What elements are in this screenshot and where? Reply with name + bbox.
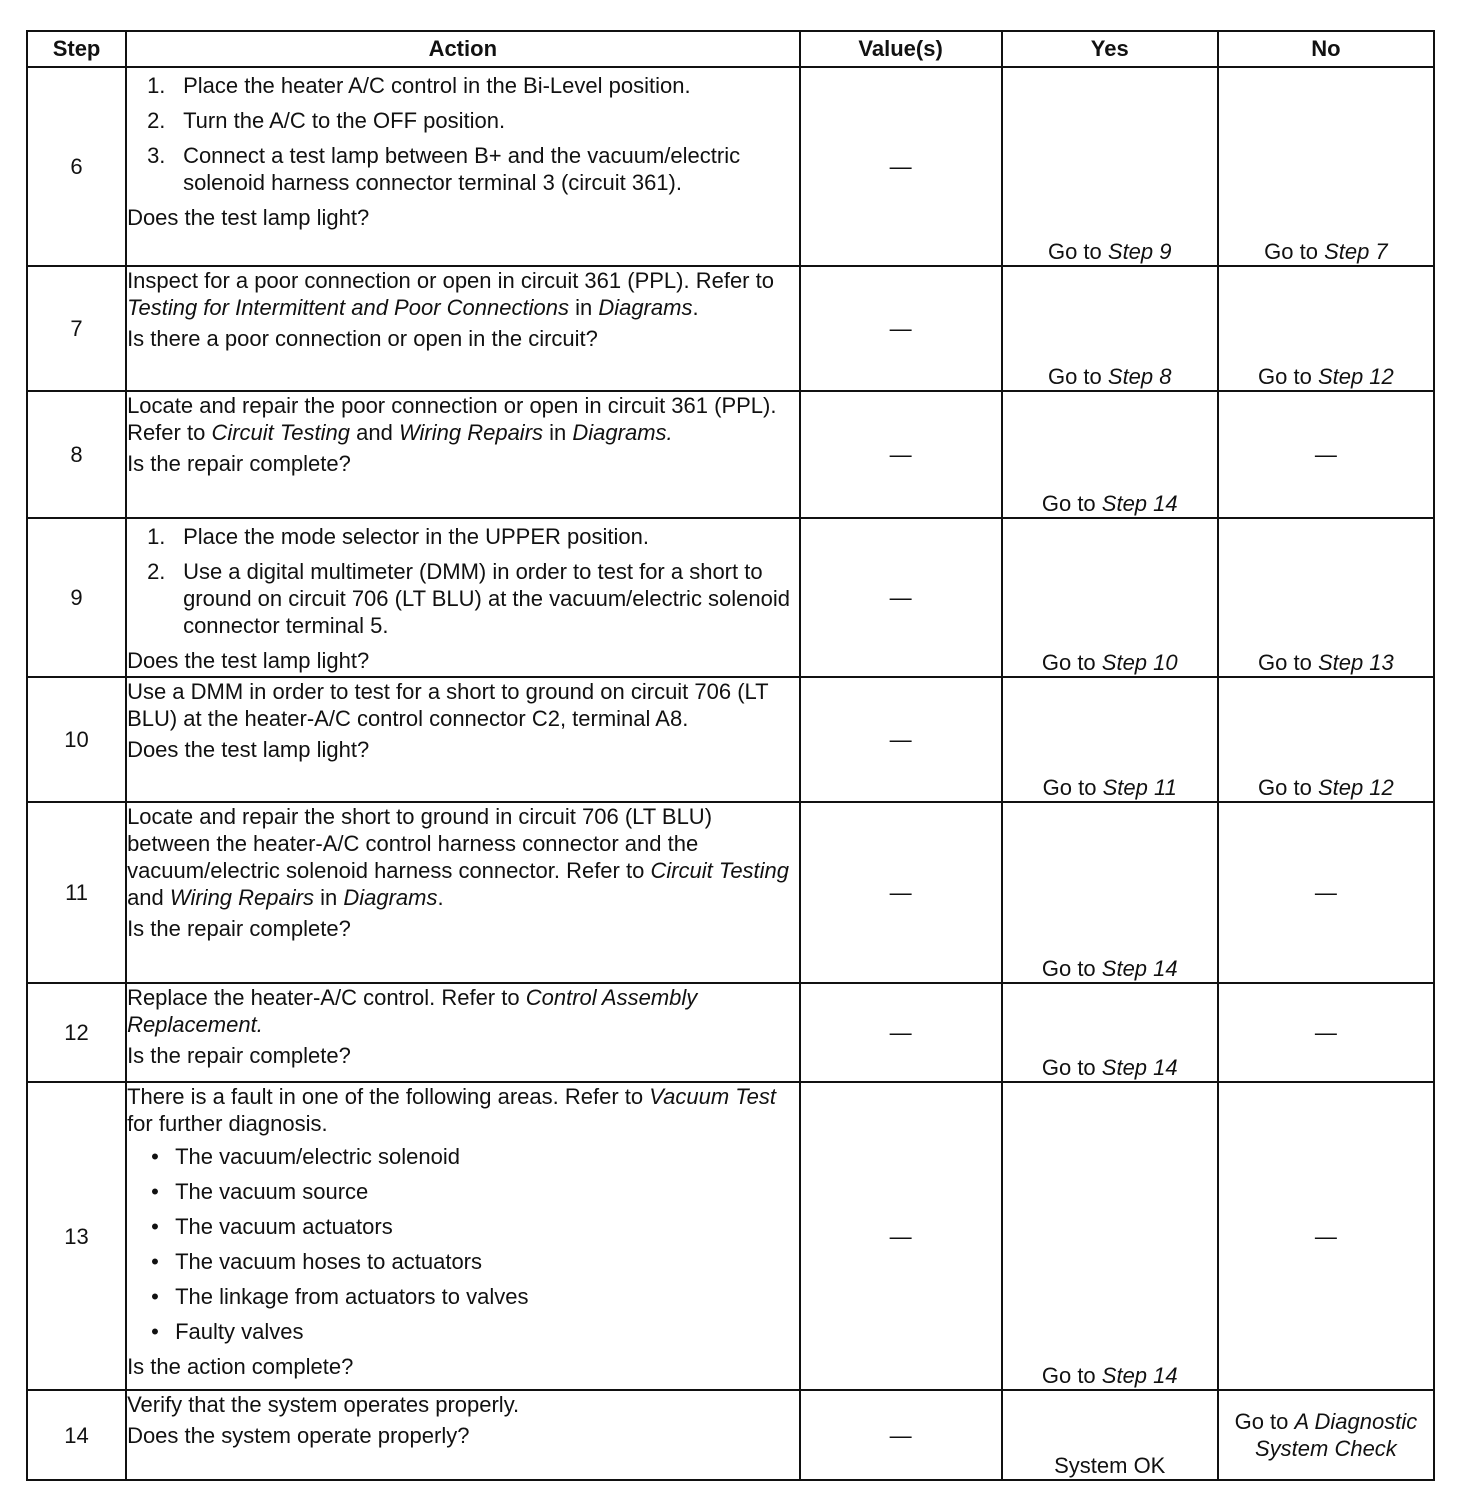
question-text: Is the repair complete? xyxy=(127,451,351,476)
list-item: • The vacuum/electric solenoid xyxy=(127,1143,798,1170)
no-cell: Go to Step 12 xyxy=(1218,266,1434,391)
yes-cell: Go to Step 9 xyxy=(1002,67,1218,266)
action-text: Inspect for a poor connection or open in circuit 361 (PPL). Refer to Testing for Intermittent and Poor Connections in Diagrams. xyxy=(127,268,774,320)
list-item: • The vacuum source xyxy=(127,1178,798,1205)
no-cell: — xyxy=(1218,1082,1434,1390)
action-cell xyxy=(126,983,799,1082)
question-text: Does the test lamp light? xyxy=(127,648,370,673)
no-cell: Go to Step 13 xyxy=(1218,518,1434,677)
table-row xyxy=(27,677,1434,802)
list-item: • Faulty valves xyxy=(127,1318,798,1345)
table-row xyxy=(27,1082,1434,1390)
yes-cell: Go to Step 14 xyxy=(1002,1082,1218,1390)
bullet-list xyxy=(127,1143,798,1345)
action-cell xyxy=(126,677,799,802)
no-cell: — xyxy=(1218,391,1434,518)
numbered-list xyxy=(127,523,798,639)
header-values: Value(s) xyxy=(800,31,1002,67)
step-number: 10 xyxy=(27,677,126,802)
action-text: There is a fault in one of the following areas. Refer to Vacuum Test for further diagnosis. xyxy=(127,1084,777,1136)
list-item: • The vacuum hoses to actuators xyxy=(127,1248,798,1275)
action-cell xyxy=(126,1082,799,1390)
action-text: Verify that the system operates properly. xyxy=(127,1392,520,1417)
yes-cell: Go to Step 10 xyxy=(1002,518,1218,677)
action-cell xyxy=(126,518,799,677)
header-action: Action xyxy=(126,31,799,67)
action-text: Locate and repair the short to ground in circuit 706 (LT BLU) between the heater-A/C control harness connector and the vacuum/electric solenoid harness connector. Refer to Circuit Testing and Wiring Repairs in Diagrams. xyxy=(127,804,790,910)
table-row xyxy=(27,266,1434,391)
action-text: Use a DMM in order to test for a short to ground on circuit 706 (LT BLU) at the heater-A/C control connector C2, terminal A8. xyxy=(127,679,769,731)
action-cell xyxy=(126,266,799,391)
step-number: 7 xyxy=(27,266,126,391)
question-text: Is there a poor connection or open in the circuit? xyxy=(127,326,598,351)
value-cell: — xyxy=(800,1390,1002,1480)
diagnostic-table xyxy=(26,30,1435,1481)
value-cell: — xyxy=(800,67,1002,266)
value-cell: — xyxy=(800,983,1002,1082)
question-text: Is the repair complete? xyxy=(127,1043,351,1068)
no-cell: — xyxy=(1218,802,1434,983)
yes-cell: System OK xyxy=(1002,1390,1218,1480)
step-number: 9 xyxy=(27,518,126,677)
action-cell xyxy=(126,391,799,518)
no-cell: Go to Step 7 xyxy=(1218,67,1434,266)
action-text: Locate and repair the poor connection or open in circuit 361 (PPL). Refer to Circuit Testing and Wiring Repairs in Diagrams. xyxy=(127,393,777,445)
yes-cell: Go to Step 14 xyxy=(1002,983,1218,1082)
step-number: 8 xyxy=(27,391,126,518)
question-text: Does the test lamp light? xyxy=(127,205,370,230)
step-number: 11 xyxy=(27,802,126,983)
list-item: 2. Use a digital multimeter (DMM) in order to test for a short to ground on circuit 706 (LT BLU) at the vacuum/electric solenoid connector terminal 5. xyxy=(147,559,791,638)
list-item: 1. Place the mode selector in the UPPER position. xyxy=(147,524,649,549)
yes-cell: Go to Step 11 xyxy=(1002,677,1218,802)
action-cell xyxy=(126,802,799,983)
action-cell xyxy=(126,1390,799,1480)
step-number: 13 xyxy=(27,1082,126,1390)
value-cell: — xyxy=(800,802,1002,983)
table-row xyxy=(27,1390,1434,1480)
table-row xyxy=(27,67,1434,266)
step-number: 14 xyxy=(27,1390,126,1480)
table-row xyxy=(27,983,1434,1082)
value-cell: — xyxy=(800,266,1002,391)
yes-cell: Go to Step 8 xyxy=(1002,266,1218,391)
step-number: 6 xyxy=(27,67,126,266)
list-item: • The linkage from actuators to valves xyxy=(127,1283,798,1310)
header-no: No xyxy=(1218,31,1434,67)
value-cell: — xyxy=(800,1082,1002,1390)
action-text: Replace the heater-A/C control. Refer to Control Assembly Replacement. xyxy=(127,985,698,1037)
question-text: Does the system operate properly? xyxy=(127,1423,470,1448)
question-text: Is the repair complete? xyxy=(127,916,351,941)
yes-cell: Go to Step 14 xyxy=(1002,802,1218,983)
list-item: 1. Place the heater A/C control in the Bi-Level position. xyxy=(147,73,691,98)
question-text: Is the action complete? xyxy=(127,1354,354,1379)
value-cell: — xyxy=(800,391,1002,518)
no-cell: — xyxy=(1218,983,1434,1082)
header-step: Step xyxy=(27,31,126,67)
numbered-list xyxy=(127,72,798,196)
list-item: 3. Connect a test lamp between B+ and the vacuum/electric solenoid harness connector terminal 3 (circuit 361). xyxy=(147,143,741,195)
step-number: 12 xyxy=(27,983,126,1082)
list-item: 2. Turn the A/C to the OFF position. xyxy=(147,108,506,133)
question-text: Does the test lamp light? xyxy=(127,737,370,762)
table-row xyxy=(27,802,1434,983)
action-cell xyxy=(126,67,799,266)
yes-cell: Go to Step 14 xyxy=(1002,391,1218,518)
table-row xyxy=(27,518,1434,677)
header-yes: Yes xyxy=(1002,31,1218,67)
value-cell: — xyxy=(800,518,1002,677)
header-row xyxy=(27,31,1434,67)
list-item: • The vacuum actuators xyxy=(127,1213,798,1240)
no-cell: Go to A Diagnostic System Check xyxy=(1218,1390,1434,1480)
no-cell: Go to Step 12 xyxy=(1218,677,1434,802)
value-cell: — xyxy=(800,677,1002,802)
table-row xyxy=(27,391,1434,518)
